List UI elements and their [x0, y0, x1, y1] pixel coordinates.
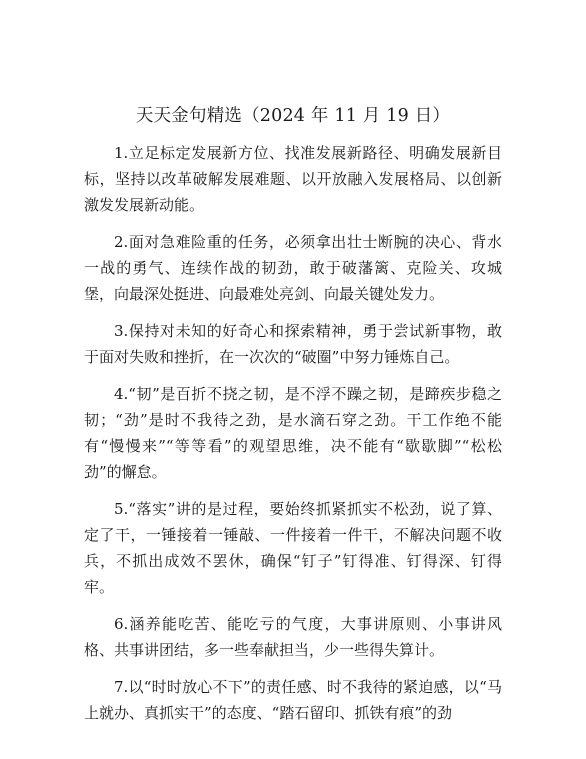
quote-paragraph-7: 7.以“时时放心不下”的责任感、时不我待的紧迫感，以“马上就办、真抓实干”的态度、“踏石留印、抓铁有痕”的劲: [84, 678, 502, 722]
quote-paragraph-2: 2.面对急难险重的任务，必须拿出壮士断腕的决心、背水一战的勇气、连续作战的韧劲，敢于破藩篱、克险关、攻城堡，向最深处挺进、向最难处亮剑、向最关键处发力。: [84, 233, 502, 303]
quote-paragraph-3: 3.保持对未知的好奇心和探索精神，勇于尝试新事物，敢于面对失败和挫折，在一次次的“破圈”中努力锤炼自己。: [84, 322, 502, 366]
document-title: 天天金句精选（2024 年 11 月 19 日）: [135, 106, 451, 126]
quote-paragraph-1: 1.立足标定发展新方位、找准发展新路径、明确发展新目标，坚持以改革破解发展难题、以开放融入发展格局、以创新激发发展新动能。: [84, 144, 502, 214]
quote-paragraph-4: 4.“韧”是百折不挠之韧，是不浮不躁之韧，是蹄疾步稳之韧；“劲”是时不我待之劲，是水滴石穿之劲。干工作绝不能有“慢慢来”“等等看”的观望思维，决不能有“歇歇脚”“松松劲”的懈怠。: [84, 385, 502, 481]
quote-paragraph-5: 5.“落实”讲的是过程，要始终抓紧抓实不松劲，说了算、定了干，一锤接着一锤敲、一件接着一件干，不解决问题不收兵，不抓出成效不罢休，确保“钉子”钉得准、钉得深、钉得牢。: [84, 500, 502, 596]
quote-paragraph-6: 6.涵养能吃苦、能吃亏的气度，大事讲原则、小事讲风格、共事讲团结，多一些奉献担当，少一些得失算计。: [84, 615, 502, 659]
